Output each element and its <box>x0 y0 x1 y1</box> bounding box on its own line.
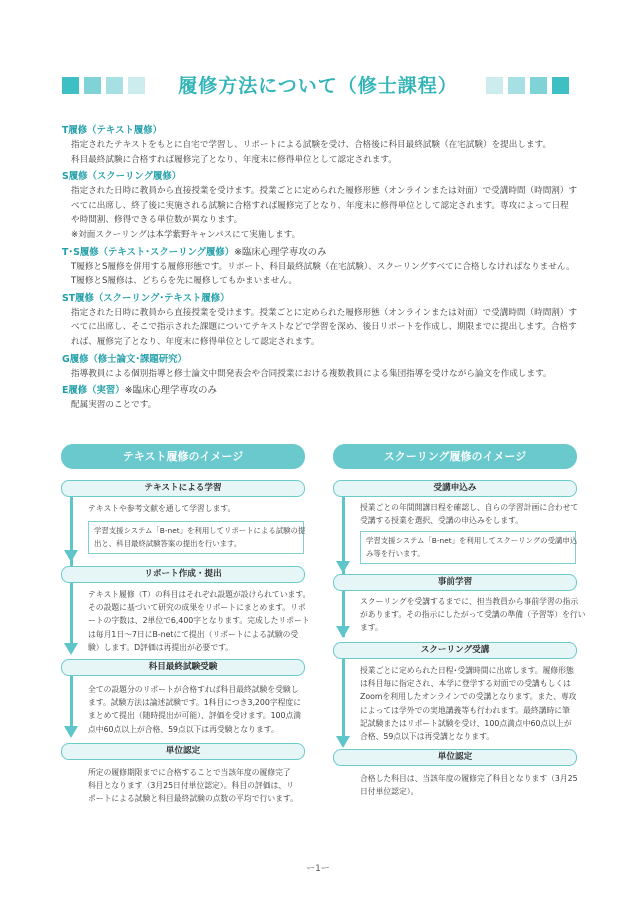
arrow-down-icon <box>336 736 350 748</box>
flow-arrow <box>70 676 73 731</box>
decor-square <box>552 77 569 94</box>
step-credit: 単位認定 <box>61 743 305 760</box>
method-line: 指定されたテキストをもとに自宅で学習し、リポートによる試験を受け、合格後に科目最終試験（在宅試験）を提出します。 <box>71 140 552 150</box>
text-flow-title: テキスト履修のイメージ <box>61 444 305 469</box>
method-st <box>62 291 582 350</box>
schooling-flow <box>333 444 586 814</box>
flow-arrow <box>342 659 345 744</box>
arrow-down-icon <box>64 726 78 738</box>
method-heading: T･S履修（テキスト･スクーリング履修）※臨床心理学専攻のみ <box>62 246 327 258</box>
method-heading: G履修（修士論文･課題研究） <box>62 353 187 365</box>
step-pre-study: 事前学習 <box>333 574 577 591</box>
method-body <box>71 306 582 350</box>
decor-square <box>508 77 525 94</box>
method-s <box>62 169 582 242</box>
step-desc: テキストや参考文献を通して学習します。 <box>88 504 236 513</box>
method-body <box>71 138 582 167</box>
arrow-down-icon <box>64 550 78 562</box>
schooling-flow-title: スクーリング履修のイメージ <box>333 444 577 469</box>
method-heading: E履修（実習）※臨床心理学専攻のみ <box>62 385 217 397</box>
arrow-down-icon <box>64 643 78 655</box>
method-line: れば、履修完了となり、年度末に修得単位として認定されます。 <box>71 336 320 347</box>
method-line: 配属実習のことです。 <box>71 400 157 411</box>
method-body <box>71 184 582 242</box>
step-note-box: 学習支援システム「B-net」を利用してスクーリングの受講申込 み等を行います。 <box>360 531 576 564</box>
method-line: T履修とS履修は、どちらを先に履修してもかまいません。 <box>71 276 298 287</box>
method-note: ※臨床心理学専攻のみ <box>234 246 327 258</box>
method-heading: S履修（スクーリング履修） <box>62 171 182 183</box>
step-attend-schooling: スクーリング受講 <box>333 642 577 659</box>
arrow-down-icon <box>336 626 350 638</box>
method-line: べてに出席し、終了後に実施される試験に合格すれば履修完了となり、年度末に修得単位として認定されます。専攻によって日程 <box>71 200 569 211</box>
method-line: べてに出席し、そこで指示された課題についてテキストなどで学習を深め、後日リポートを作成し、期限までに提出します。合格す <box>71 322 577 333</box>
method-heading: T履修（テキスト履修） <box>62 125 162 136</box>
decor-square <box>486 77 503 94</box>
method-e <box>62 383 582 413</box>
title-row <box>62 74 574 98</box>
text-flow <box>61 444 311 814</box>
step-desc: 所定の履修期限までに合格することで当該年度の履修完了 科目となります（3月25日付単位認定）。科目の評価は、リ ポートによる試験と科目最終試験の点数の平均で行います。 <box>88 768 298 804</box>
step-desc: テキスト履修（T）の科目はそれぞれ設題が設けられています。 その設題に基づいて研究の成果をリポートにまとめます。リポ ートの字数は、2単位で6,400字となります。完成したリポート は毎月1日～7日にB-netにて提出（リポートによる試験の受 験）します。D評価は再提出が必要です。 <box>88 590 311 652</box>
step-desc: 授業ごとの年間開講日程を確認し、自らの学習計画に合わせて 受講する授業を選択、受講の申込みをします。 <box>360 503 579 526</box>
step-note-box: 学習支援システム「B-net」を利用してリポートによる試験の提 出と、科目最終試験答案の提出を行います。 <box>88 521 304 554</box>
step-credit: 単位認定 <box>333 749 577 766</box>
method-line: T履修とS履修を併用する履修形態です。リポート、科目最終試験（在宅試験）、スクーリングすべてに合格しなければなりません。 <box>71 261 575 272</box>
page-number: ー1ー <box>306 864 330 874</box>
step-desc: 全ての設題分のリポートが合格すれば科目最終試験を受験し ます。試験方法は論述試験です。1科目につき3,200字程度に まとめて提出（随時提出が可能）、評価を受けます。100点満 点中60点以上が合格、59点以下は再受験となります。 <box>88 685 302 734</box>
method-ts <box>62 245 582 289</box>
method-note: ※臨床心理学専攻のみ <box>124 385 217 397</box>
step-report: リポート作成・提出 <box>61 566 305 583</box>
method-body <box>71 260 582 289</box>
step-text-study: テキストによる学習 <box>61 480 305 497</box>
method-list <box>62 123 582 415</box>
decor-square <box>530 77 547 94</box>
method-line: 指定された日時に教員から直接授業を受けます。授業ごとに定められた履修形態（オンラインまたは対面）で受講時間（時間割）す <box>71 186 578 197</box>
step-application: 受講申込み <box>333 480 577 497</box>
flow-arrow <box>70 583 73 648</box>
arrow-down-icon <box>336 561 350 573</box>
method-line: 指定された日時に教員から直接授業を受けます。授業ごとに定められた履修形態（オンラインまたは対面）で受講時間（時間割）す <box>71 307 578 318</box>
step-desc: 授業ごとに定められた日程･受講時間に出席します。履修形態 は科目毎に指定され、本学に登学する対面での受講もしくは Zoomを利用したオンラインでの受講となります。また、専攻 によっては学外での実地講義等も行われます。最終講時に筆 記試験またはリポート試験を受け、100点満点中60点以上が 合格、59点以下は再受講となります。 <box>360 666 577 742</box>
method-heading: ST履修（スクーリング･テキスト履修） <box>62 292 230 304</box>
step-desc: 合格した科目は、当該年度の履修完了科目となります（3月25 日付単位認定）。 <box>360 774 578 797</box>
step-desc: スクーリングを受講するまでに、担当教員から事前学習の指示 があります。その指示にしたがって受講の準備（予習等）を行い ます。 <box>360 597 586 633</box>
method-line: や時間割、修得できる単位数が異なります。 <box>71 215 243 226</box>
page-title: 履修方法について（修士課程） <box>178 75 458 97</box>
method-g <box>62 352 582 382</box>
method-body <box>71 367 582 382</box>
method-line: 科目最終試験に合格すれば履修完了となり、年度末に修得単位として認定されます。 <box>71 154 397 165</box>
method-body <box>71 398 582 413</box>
method-line: 指導教員による個別指導と修士論文中間発表会や合同授業における複数教員による集団指導を受けながら論文を作成します。 <box>71 368 552 379</box>
method-line: ※対面スクーリングは本学紫野キャンパスにて実施します。 <box>71 229 301 240</box>
method-t <box>62 123 582 167</box>
step-final-exam: 科目最終試験受験 <box>61 659 305 676</box>
